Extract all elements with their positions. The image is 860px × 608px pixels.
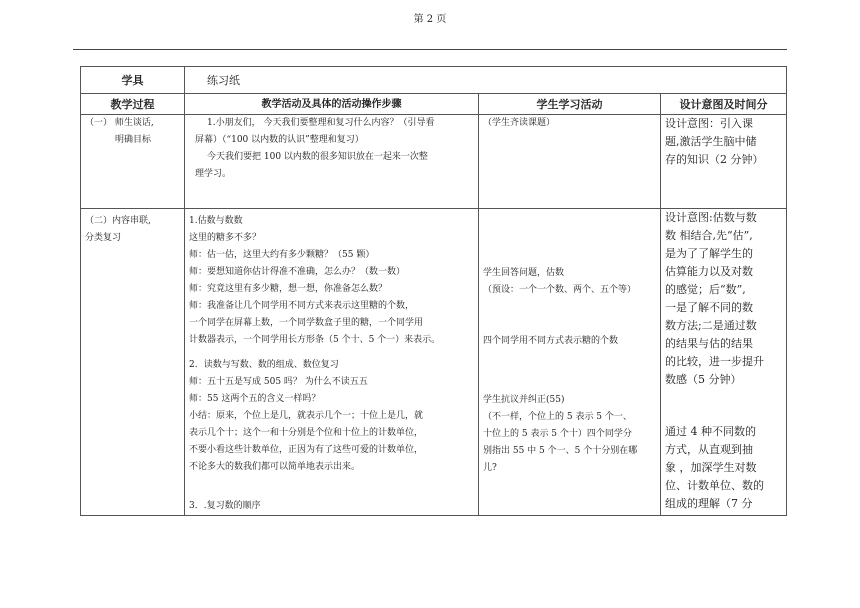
student-text: 学生抗议并纠正(55) <box>483 395 565 405</box>
student-cell <box>479 115 661 209</box>
activity-text: 不要小看这些计数单位，正因为有了这些可爱的计数单位， <box>189 445 424 455</box>
design-text: 位、计数单位、数的 <box>665 479 764 492</box>
design-cell <box>661 115 787 209</box>
col-header-process: 教学过程 <box>81 94 185 115</box>
activity-text: 师：究竟这里有多少糖，想一想，你准备怎么数？ <box>189 284 388 294</box>
activity-text: 师：我准备让几个同学用不同方式来表示这里糖的个数， <box>189 301 415 311</box>
column-header-row <box>81 94 787 115</box>
activity-text: 1.小朋友们， 今天我们要整理和复习什么内容？（引导看 <box>207 118 435 128</box>
design-cell <box>661 209 787 516</box>
col-header-design: 设计意图及时间分 <box>661 94 787 115</box>
activity-text: 今天我们要把 100 以内数的很多知识放在一起来一次整 <box>207 152 428 162</box>
lesson-plan-table <box>80 66 787 516</box>
activity-text: 1.估数与数数 <box>189 216 243 226</box>
activity-text: 表示几个十；这个一和十分别是个位和十位上的计数单位， <box>189 428 424 438</box>
design-text: 设计意图:估数与数 <box>665 211 757 224</box>
stage-text: 明确目标 <box>115 135 152 145</box>
tools-row <box>81 67 787 94</box>
design-text: 题,激活学生脑中储 <box>665 135 757 148</box>
student-text: （学生齐读课题） <box>483 118 556 128</box>
design-text: 组成的理解（7 分 <box>665 497 753 510</box>
table-row <box>81 209 787 516</box>
col-header-activity: 教学活动及具体的活动操作步骤 <box>185 94 479 115</box>
activity-text: 师：估一估，这里大约有多少颗糖？（55 颗） <box>189 250 375 260</box>
design-text: 数方法;二是通过数 <box>665 319 757 332</box>
student-text: 四个同学用不同方式表示糖的个数 <box>483 336 619 346</box>
design-text: 存的知识（2 分钟） <box>665 153 764 166</box>
header-rule <box>73 49 787 50</box>
design-text: 设计意图：引入课 <box>665 117 753 130</box>
design-text: 是为了了解学生的 <box>665 247 753 260</box>
design-text: 的比较，进一步提升 <box>665 355 764 368</box>
activity-text: 不论多大的数我们都可以简单地表示出来。 <box>189 462 361 472</box>
design-text: 方式，从直观到抽 <box>665 443 753 456</box>
design-text: 估算能力以及对数 <box>665 265 753 278</box>
student-text: 别指出 55 中 5 个一、5 个十分别在哪 <box>483 446 638 456</box>
table-row <box>81 115 787 209</box>
activity-text: 这里的糖多不多？ <box>189 233 262 243</box>
design-text: 数 相结合,先“估”, <box>665 229 753 242</box>
activity-text: 一个同学在屏幕上数，一个同学数盒子里的糖，一个同学用 <box>189 318 424 328</box>
page-header: 第 2 页 <box>413 14 447 25</box>
activity-text: 师：要想知道你估计得准不准确，怎么办？（数一数） <box>189 267 406 277</box>
student-text: 十位上的 5 表示 5 个十）四个同学分 <box>483 429 632 439</box>
activity-text: 师：55 这两个五的含义一样吗？ <box>189 394 321 404</box>
stage-text: 分类复习 <box>85 233 122 243</box>
design-text: 通过 4 种不同数的 <box>665 425 756 438</box>
design-text: 的感觉；后“数”, <box>665 283 746 296</box>
design-text: 的结果与估的结果 <box>665 337 753 350</box>
student-text: 学生回答问题，估数 <box>483 268 565 278</box>
student-cell <box>479 209 661 516</box>
activity-text: 计数器表示，一个同学用长方形条（5 个十、5 个一）来表示。 <box>189 335 441 345</box>
stage-cell <box>81 209 185 516</box>
student-text: （不一样，个位上的 5 表示 5 个一、 <box>483 412 632 422</box>
activity-cell <box>185 115 479 209</box>
design-text: 一是了解不同的数 <box>665 301 753 314</box>
stage-text: （二）内容串联, <box>85 216 151 226</box>
activity-text: 3．.复习数的顺序 <box>189 501 261 511</box>
activity-text: 小结：原来，个位上是几，就表示几个一；十位上是几，就 <box>189 411 424 421</box>
col-header-student: 学生学习活动 <box>479 94 661 115</box>
tools-value: 练习纸 <box>185 67 787 94</box>
student-text: （预设：一个一个数、两个、五个等） <box>483 285 637 295</box>
stage-text: （一） 师生谈话, <box>85 118 154 128</box>
activity-text: 屏幕）（“100 以内数的认识”整理和复习） <box>195 135 364 145</box>
activity-text: 2．读数与写数、数的组成、数位复习 <box>189 360 339 370</box>
activity-text: 理学习。 <box>195 169 232 179</box>
student-text: 儿? <box>483 463 497 473</box>
tools-label: 学具 <box>81 67 185 94</box>
activity-cell <box>185 209 479 516</box>
stage-cell <box>81 115 185 209</box>
design-text: 象 ，加深学生对数 <box>665 461 757 474</box>
design-text: 数感（5 分钟） <box>665 373 742 386</box>
activity-text: 师：五十五是写成 505 吗？ 为什么不读五五 <box>189 377 368 387</box>
